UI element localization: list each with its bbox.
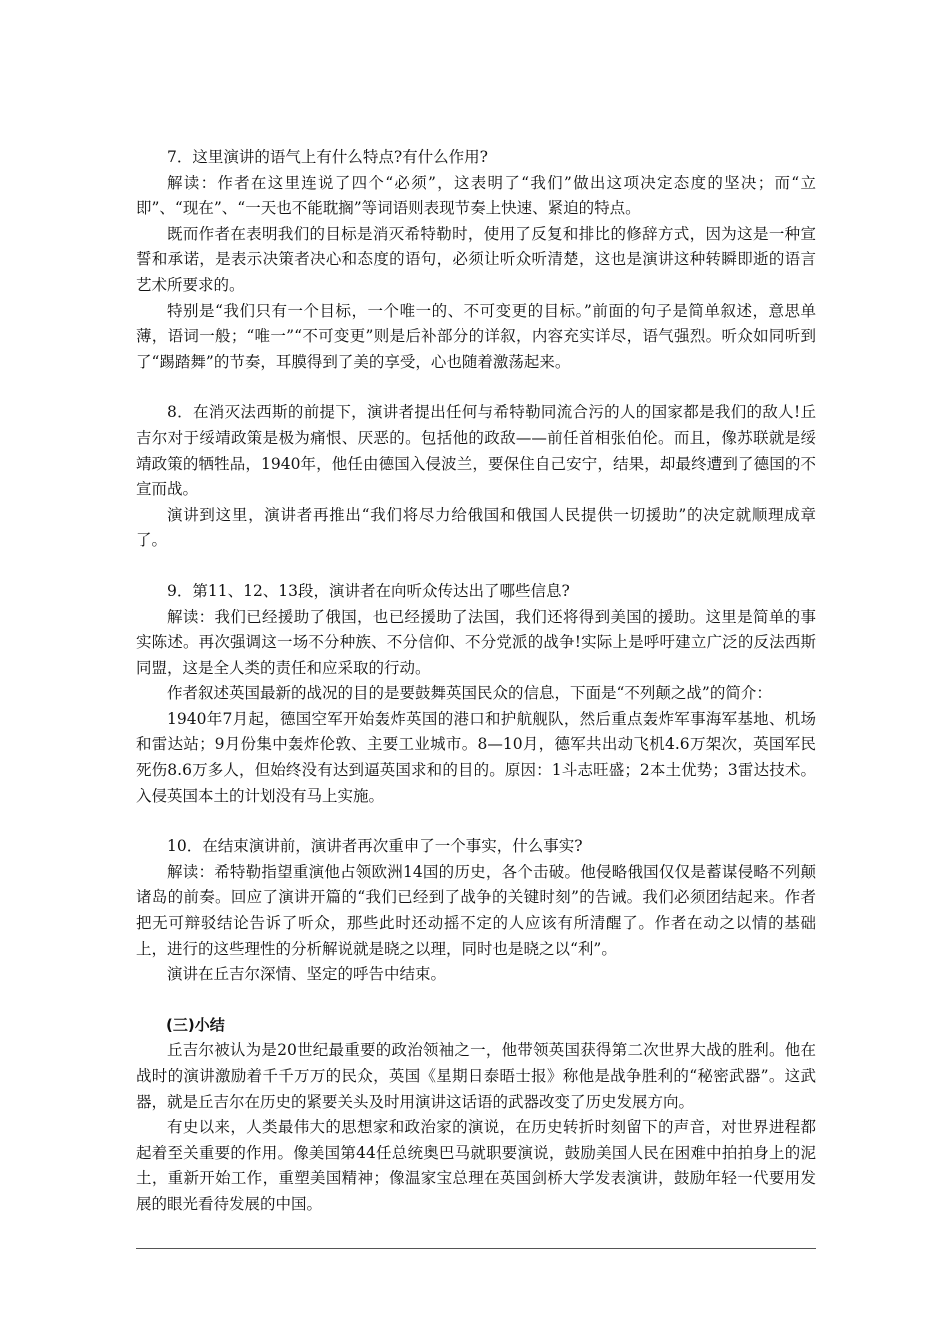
- spacer: [136, 988, 816, 1013]
- answer-7-paragraph-2: 既而作者在表明我们的目标是消灭希特勒时，使用了反复和排比的修辞方式，因为这是一种宣誓和承诺，是表示决策者决心和态度的语句，必须让听众听清楚，这也是演讲这种转瞬即逝的语言艺术所要求的。: [136, 224, 816, 294]
- point-8-paragraph-1: 8．在消灭法西斯的前提下，演讲者提出任何与希特勒同流合污的人的国家都是我们的敌人!丘吉尔对于绥靖政策是极为痛恨、厌恶的。包括他的政敌——前任首相张伯伦。而且，像苏联就是绥靖政策的牺牲品，1940年，他任由德国入侵波兰，要保住自己安宁，结果，却最终遭到了德国的不宣而战。: [136, 403, 816, 499]
- footer-divider: [136, 1248, 816, 1249]
- spacer: [136, 554, 816, 579]
- spacer: [136, 375, 816, 400]
- answer-9-paragraph-1: 解读：我们已经援助了俄国，也已经援助了法国，我们还将得到美国的援助。这里是简单的事实陈述。再次强调这一场不分种族、不分信仰、不分党派的战争!实际上是呼吁建立广泛的反法西斯同盟，这是全人类的责任和应采取的行动。: [136, 607, 816, 677]
- answer-7-paragraph-1: 解读：作者在这里连说了四个“必须”，这表明了“我们”做出这项决定态度的坚决；而“立即”、“现在”、“一天也不能耽搁”等词语则表现节奏上快速、紧迫的特点。: [136, 173, 816, 218]
- question-7: 7．这里演讲的语气上有什么特点?有什么作用?: [167, 148, 488, 166]
- summary-paragraph-1: 丘吉尔被认为是20世纪最重要的政治领袖之一，他带领英国获得第二次世界大战的胜利。他在战时的演讲激励着千千万万的民众，英国《星期日泰晤士报》称他是战争胜利的“秘密武器”。这武器，就是丘吉尔在历史的紧要关头及时用演讲这话语的武器改变了历史发展方向。: [136, 1041, 816, 1111]
- point-8-paragraph-2: 演讲到这里，演讲者再推出“我们将尽力给俄国和俄国人民提供一切援助”的决定就顺理成章了。: [136, 505, 816, 550]
- answer-10-paragraph-1: 解读：希特勒指望重演他占领欧洲14国的历史，各个击破。他侵略俄国仅仅是蓄谋侵略不列颠诸岛的前奏。回应了演讲开篇的“我们已经到了战争的关键时刻”的告诫。我们必须团结起来。作者把无可辩驳结论告诉了听众，那些此时还动摇不定的人应该有所清醒了。作者在动之以情的基础上，进行的这些理性的分析解说就是晓之以理，同时也是晓之以“利”。: [136, 862, 816, 958]
- summary-heading: (三)小结: [166, 1015, 225, 1034]
- answer-10-paragraph-2: 演讲在丘吉尔深情、坚定的呼告中结束。: [167, 965, 447, 984]
- answer-7-paragraph-3: 特别是“我们只有一个目标，一个唯一的、不可变更的目标。”前面的句子是简单叙述，意思单薄，语词一般；“唯一”“不可变更”则是后补部分的详叙，内容充实详尽，语气强烈。听众如同听到了“踢踏舞”的节奏，耳膜得到了美的享受，心也随着激荡起来。: [136, 301, 816, 371]
- document-page: [136, 145, 816, 1218]
- question-9: 9．第11、12、13段，演讲者在向听众传达出了哪些信息?: [167, 581, 570, 600]
- summary-paragraph-2: 有史以来，人类最伟大的思想家和政治家的演说，在历史转折时刻留下的声音，对世界进程都起着至关重要的作用。像美国第44任总统奥巴马就职要演说，鼓励美国人民在困难中拍拍身上的泥土，重新开始工作，重塑美国精神；像温家宝总理在英国剑桥大学发表演讲，鼓励年轻一代要用发展的眼光看待发展的中国。: [136, 1118, 816, 1213]
- answer-9-paragraph-2: 作者叙述英国最新的战况的目的是要鼓舞英国民众的信息，下面是“不列颠之战”的简介：: [167, 684, 772, 703]
- answer-9-paragraph-3: 1940年7月起，德国空军开始轰炸英国的港口和护航舰队，然后重点轰炸军事海军基地、机场和雷达站；9月份集中轰炸伦敦、主要工业城市。8—10月，德军共出动飞机4.6万架次，英国军民死伤8.6万多人，但始终没有达到逼英国求和的目的。原因：1斗志旺盛；2本土优势；3雷达技术。入侵英国本土的计划没有马上实施。: [136, 709, 816, 805]
- question-10: 10．在结束演讲前，演讲者再次重申了一个事实，什么事实?: [167, 837, 583, 856]
- spacer: [136, 809, 816, 834]
